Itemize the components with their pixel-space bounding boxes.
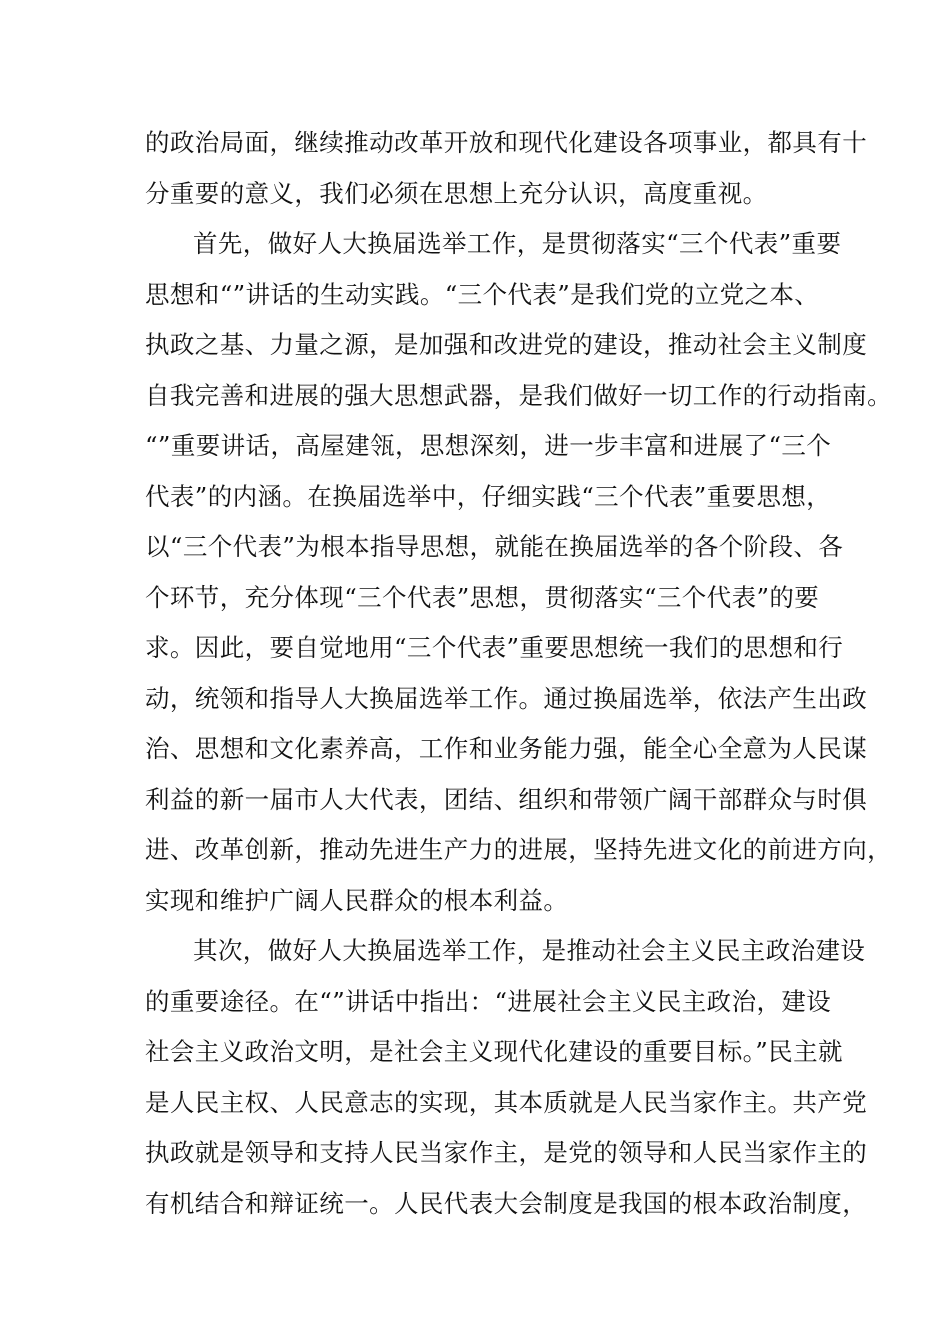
text-line: 利益的新一届市人大代表，团结、组织和带领广阔干部群众与时俱 <box>145 784 868 814</box>
text-line: 思想和“”讲话的生动实践。“三个代表”是我们党的立党之本、 <box>145 279 820 309</box>
text-line: 以“三个代表”为根本指导思想，就能在换届选举的各个阶段、各 <box>145 532 844 561</box>
paragraph-start-line: 其次，做好人大换届选举工作，是推动社会主义民主政治建设 <box>193 936 866 965</box>
text-line: 治、思想和文化素养高，工作和业务能力强，能全心全意为人民谋 <box>145 734 868 763</box>
text-line: 执政之基、力量之源，是加强和改进党的建设，推动社会主义制度 <box>145 330 868 359</box>
text-line: “”重要讲话，高屋建瓴，思想深刻，进一步丰富和进展了“三个 <box>145 431 832 460</box>
text-line: 的政治局面，继续推动改革开放和现代化建设各项事业，都具有十 <box>145 128 868 157</box>
text-line: 分重要的意义，我们必须在思想上充分认识，高度重视。 <box>145 178 768 208</box>
text-line: 进、改革创新，推动先进生产力的进展，坚持先进文化的前进方向， <box>145 835 892 864</box>
text-line: 求。因此，要自觉地用“三个代表”重要思想统一我们的思想和行 <box>145 633 844 662</box>
text-line: 的重要途径。在“”讲话中指出：“进展社会主义民主政治，建设 <box>145 986 832 1016</box>
paragraph-start-line: 首先，做好人大换届选举工作，是贯彻落实“三个代表”重要 <box>193 229 842 258</box>
body-text <box>145 118 892 1229</box>
text-line: 实现和维护广阔人民群众的根本利益。 <box>145 885 569 915</box>
text-line: 执政就是领导和支持人民当家作主，是党的领导和人民当家作主的 <box>145 1138 868 1167</box>
text-line: 动，统领和指导人大换届选举工作。通过换届选举，依法产生出政 <box>145 683 868 713</box>
text-line: 代表”的内涵。在换届选举中，仔细实践“三个代表”重要思想， <box>145 481 832 511</box>
text-line: 社会主义政治文明，是社会主义现代化建设的重要目标。”民主就 <box>145 1037 843 1066</box>
text-line: 自我完善和进展的强大思想武器，是我们做好一切工作的行动指南。 <box>145 380 892 410</box>
text-line: 有机结合和辩证统一。人民代表大会制度是我国的根本政治制度， <box>145 1188 868 1218</box>
text-line: 是人民主权、人民意志的实现，其本质就是人民当家作主。共产党 <box>145 1087 868 1117</box>
text-line: 个环节，充分体现“三个代表”思想，贯彻落实“三个代表”的要 <box>145 582 820 612</box>
